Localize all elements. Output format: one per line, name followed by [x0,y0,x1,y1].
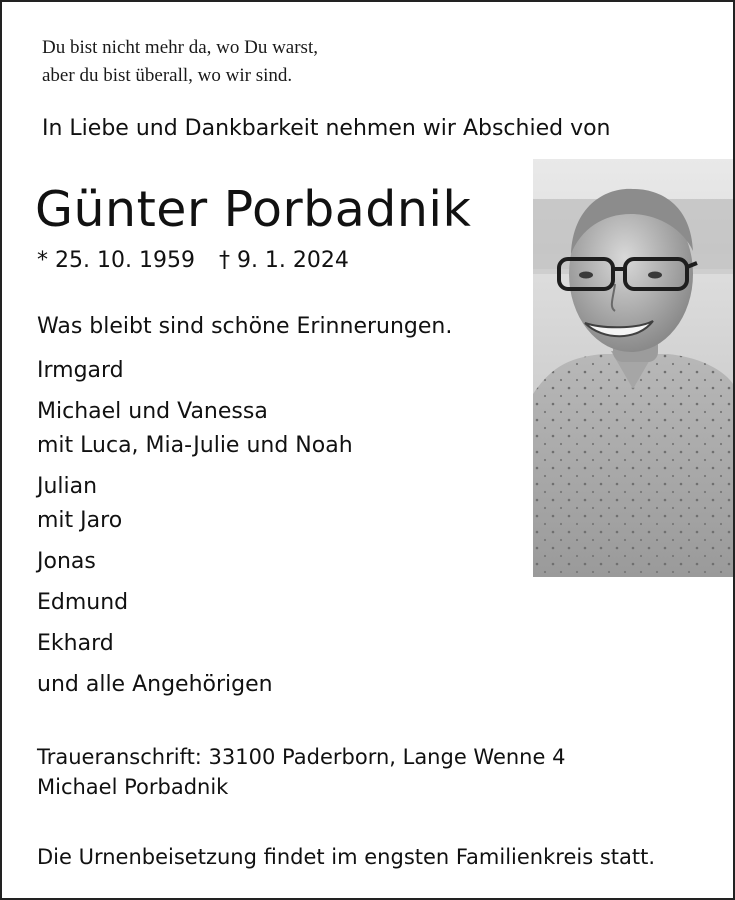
family-group [37,627,353,661]
family-line: Irmgard [37,358,124,383]
verse-line-2: aber du bist überall, wo wir sind. [42,65,293,86]
address-line-1: Traueranschrift: 33100 Paderborn, Lange Wenne 4 [37,745,566,769]
family-line: Julian [37,474,98,499]
family-group [37,545,353,579]
family-line: Edmund [37,590,129,615]
verse-line-1: Du bist nicht mehr da, wo Du warst, [42,37,318,58]
memory-line: Was bleibt sind schöne Erinnerungen. [37,314,453,339]
portrait-photo [533,159,733,577]
family-group [37,470,353,538]
family-line: mit Luca, Mia-Julie und Noah [37,433,353,458]
mourning-address [37,742,565,802]
birth-date: * 25. 10. 1959 [37,248,195,273]
life-dates [37,246,349,276]
family-group [37,354,353,388]
death-date: † 9. 1. 2024 [218,248,349,273]
family-line: mit Jaro [37,508,123,533]
family-list [37,354,353,709]
family-line: Jonas [37,549,96,574]
deceased-name: Günter Porbadnik [35,181,472,238]
intro-text: In Liebe und Dankbarkeit nehmen wir Abschied von [42,116,611,141]
family-group [37,395,353,463]
family-line: Ekhard [37,631,114,656]
address-line-2: Michael Porbadnik [37,775,229,799]
burial-note: Die Urnenbeisetzung findet im engsten Familienkreis statt. [37,845,656,869]
verse [42,34,318,90]
family-group [37,668,353,702]
family-line: Michael und Vanessa [37,399,268,424]
family-line: und alle Angehörigen [37,672,273,697]
family-group [37,586,353,620]
